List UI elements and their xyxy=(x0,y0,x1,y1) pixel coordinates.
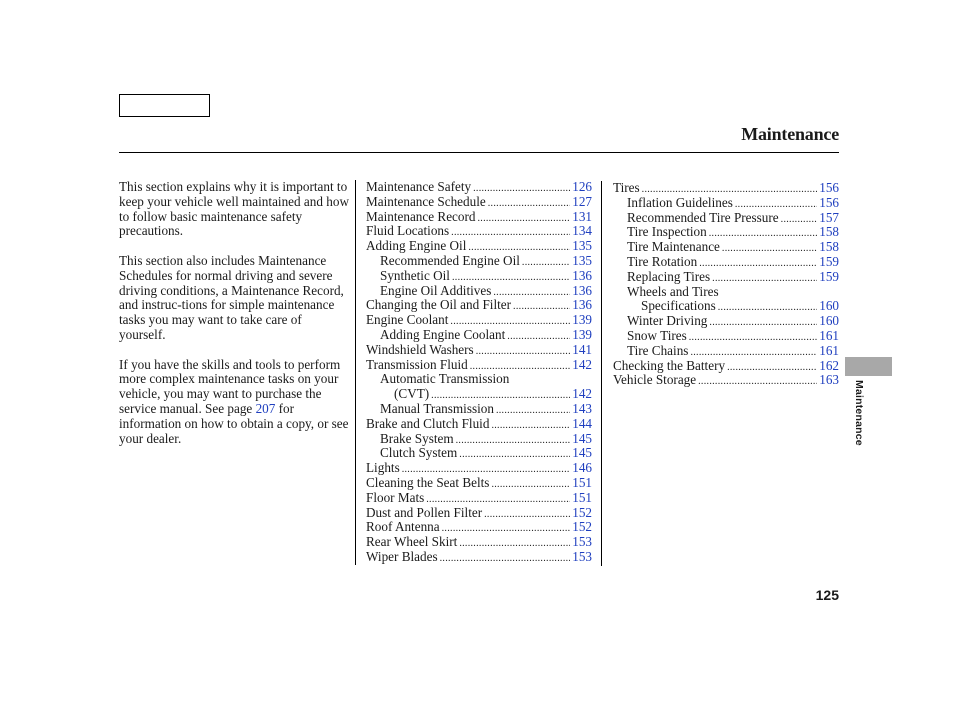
toc-entry[interactable] xyxy=(613,299,839,314)
toc-leader-dots xyxy=(491,419,570,434)
toc-entry-page[interactable]: 151 xyxy=(572,474,592,490)
toc-entry-label: Automatic Transmission xyxy=(380,371,510,387)
toc-entry-label: Brake and Clutch Fluid xyxy=(366,415,490,431)
toc-entry[interactable] xyxy=(366,343,592,358)
toc-entry-label: Tire Inspection xyxy=(627,224,707,240)
toc-entry-page[interactable]: 163 xyxy=(819,372,839,388)
toc-entry-page[interactable]: 159 xyxy=(819,253,839,269)
toc-entry-page[interactable]: 126 xyxy=(572,179,592,194)
toc-entry-label: Checking the Battery xyxy=(613,357,726,373)
toc-leader-dots xyxy=(727,361,817,376)
toc-entry-label: Adding Engine Coolant xyxy=(380,326,506,342)
toc-entry-label: Wheels and Tires xyxy=(627,283,719,299)
toc-entry-label: Clutch System xyxy=(380,445,458,461)
toc-entry[interactable] xyxy=(366,520,592,535)
intro-text xyxy=(119,180,351,461)
toc-entry-page[interactable]: 156 xyxy=(819,194,839,210)
toc-entry-label: Tire Rotation xyxy=(627,253,698,269)
intro-paragraph-3 xyxy=(119,358,351,447)
toc-entry[interactable] xyxy=(366,387,592,402)
toc-entry-page[interactable]: 142 xyxy=(572,356,592,372)
toc-leader-dots xyxy=(781,213,818,228)
intro-paragraph-2: This section also includes Maintenance Schedules for normal driving and severe driving conditions, a Maintenance Record, and instruc-tions for simple maintenance tasks you may want to take care of yourself. xyxy=(119,252,344,342)
toc-leader-dots xyxy=(491,478,570,493)
toc-entry[interactable] xyxy=(613,314,839,329)
intro-paragraph-1: This section explains why it is important to keep your vehicle well maintained and how to follow basic maintenance safety precautions. xyxy=(119,179,349,239)
toc-entry-page[interactable]: 144 xyxy=(572,415,592,431)
toc-entry[interactable] xyxy=(366,298,592,313)
toc-entry[interactable] xyxy=(613,344,839,359)
page-title: Maintenance xyxy=(741,124,839,144)
toc-entry[interactable] xyxy=(366,210,592,225)
page-number: 125 xyxy=(815,587,839,603)
toc-entry-page[interactable]: 156 xyxy=(819,180,839,195)
toc-entry[interactable] xyxy=(366,358,592,373)
title-rule xyxy=(119,152,839,153)
toc-entry-label: Adding Engine Oil xyxy=(366,238,467,254)
toc-leader-dots xyxy=(699,257,817,272)
toc-entry-page[interactable]: 145 xyxy=(572,430,592,446)
toc-entry[interactable] xyxy=(366,254,592,269)
toc-entry-page[interactable]: 141 xyxy=(572,341,592,357)
toc-entry-label: Wiper Blades xyxy=(366,548,438,564)
toc-entry-label: Windshield Washers xyxy=(366,341,474,357)
toc-entry-label: Tire Chains xyxy=(627,342,689,358)
toc-entry-label: Engine Oil Additives xyxy=(380,282,492,298)
toc-leader-dots xyxy=(496,404,570,419)
toc-leader-dots xyxy=(442,522,571,537)
toc-entry-page[interactable]: 136 xyxy=(572,267,592,283)
toc-entry-label: Maintenance Record xyxy=(366,208,476,224)
toc-entry-page[interactable]: 157 xyxy=(819,209,839,225)
toc-leader-dots xyxy=(722,242,817,257)
toc-entry-page[interactable]: 136 xyxy=(572,297,592,313)
toc-entry-page[interactable]: 142 xyxy=(572,386,592,402)
toc-entry-label: (CVT) xyxy=(394,386,430,402)
toc-entry[interactable] xyxy=(366,224,592,239)
toc-entry-page[interactable]: 139 xyxy=(572,312,592,328)
toc-entry[interactable] xyxy=(366,402,592,417)
toc-entry[interactable] xyxy=(613,196,839,211)
toc-entry-page[interactable]: 152 xyxy=(572,504,592,520)
toc-entry-label: Replacing Tires xyxy=(627,268,711,284)
toc-entry[interactable] xyxy=(366,239,592,254)
toc-entry-page[interactable]: 143 xyxy=(572,400,592,416)
toc-leader-dots xyxy=(476,345,571,360)
toc-entry-label: Brake System xyxy=(380,430,454,446)
toc-leader-dots xyxy=(456,434,571,449)
toc-leader-dots xyxy=(473,182,570,197)
toc-entry-page[interactable]: 145 xyxy=(572,445,592,461)
toc-entry[interactable] xyxy=(366,461,592,476)
toc-entry-label: Tires xyxy=(613,180,640,195)
intro-p3-text-end: for information on how to obtain a copy, or see your dealer. xyxy=(119,400,349,446)
toc-entry-page[interactable]: 158 xyxy=(819,239,839,255)
toc-entry[interactable] xyxy=(366,491,592,506)
toc-entry-label: Tire Maintenance xyxy=(627,239,720,255)
toc-leader-dots xyxy=(459,448,570,463)
toc-entry-label: Roof Antenna xyxy=(366,519,440,535)
toc-entry[interactable] xyxy=(366,417,592,432)
toc-entry-label: Maintenance Schedule xyxy=(366,193,486,209)
toc-entry-page[interactable]: 152 xyxy=(572,519,592,535)
toc-entry-page[interactable]: 134 xyxy=(572,223,592,239)
toc-entry-label: Floor Mats xyxy=(366,489,425,505)
toc-entry[interactable] xyxy=(613,181,839,196)
toc-entry-page[interactable]: 135 xyxy=(572,252,592,268)
toc-entry[interactable] xyxy=(613,270,839,285)
toc-entry-page[interactable]: 136 xyxy=(572,282,592,298)
toc-entry[interactable] xyxy=(366,284,592,299)
toc-entry-page[interactable]: 127 xyxy=(572,193,592,209)
toc-entry-page[interactable]: 139 xyxy=(572,326,592,342)
toc-entry-page[interactable]: 162 xyxy=(819,357,839,373)
toc-entry[interactable] xyxy=(613,255,839,270)
toc-leader-dots xyxy=(488,197,570,212)
toc-entry[interactable] xyxy=(366,195,592,210)
toc-entry[interactable] xyxy=(613,240,839,255)
toc-entry[interactable] xyxy=(613,211,839,226)
toc-leader-dots xyxy=(440,552,571,567)
toc-entry[interactable] xyxy=(613,285,839,300)
toc-entry-page[interactable]: 158 xyxy=(819,224,839,240)
toc-entry-label: Vehicle Storage xyxy=(613,372,697,388)
toc-leader-dots xyxy=(451,226,570,241)
toc-entry-label: Winter Driving xyxy=(627,313,708,329)
toc-entry-label: Fluid Locations xyxy=(366,223,450,239)
toc-entry[interactable] xyxy=(366,372,592,387)
toc-entry[interactable] xyxy=(366,535,592,550)
toc-entry-label: Transmission Fluid xyxy=(366,356,468,372)
toc-column-right xyxy=(601,181,839,566)
toc-entry-label: Synthetic Oil xyxy=(380,267,450,283)
toc-entry-label: Maintenance Safety xyxy=(366,179,472,194)
toc-leader-dots xyxy=(522,256,570,271)
toc-leader-dots xyxy=(709,316,817,331)
toc-entry[interactable] xyxy=(366,432,592,447)
toc-leader-dots xyxy=(459,537,570,552)
toc-leader-dots xyxy=(477,212,570,227)
toc-entry-label: Specifications xyxy=(641,298,716,314)
toc-entry[interactable] xyxy=(366,328,592,343)
toc-entry-page[interactable]: 161 xyxy=(819,342,839,358)
toc-entry[interactable] xyxy=(366,550,592,565)
toc-entry-page[interactable]: 135 xyxy=(572,238,592,254)
toc-entry[interactable] xyxy=(613,373,839,388)
toc-entry-page[interactable]: 153 xyxy=(572,534,592,550)
toc-entry[interactable] xyxy=(366,269,592,284)
toc-entry-label: Recommended Tire Pressure xyxy=(627,209,779,225)
toc-entry-page[interactable]: 159 xyxy=(819,268,839,284)
toc-entry[interactable] xyxy=(366,506,592,521)
toc-leader-dots xyxy=(698,375,817,390)
toc-entry[interactable] xyxy=(613,225,839,240)
toc-leader-dots xyxy=(484,508,570,523)
toc-entry-label: Cleaning the Seat Belts xyxy=(366,474,490,490)
toc-leader-dots xyxy=(507,330,570,345)
toc-entry-label: Inflation Guidelines xyxy=(627,194,733,210)
service-manual-page-link[interactable]: 207 xyxy=(255,400,276,416)
toc-entry-page[interactable]: 151 xyxy=(572,489,592,505)
toc-entry-page[interactable]: 153 xyxy=(572,548,592,564)
header-box xyxy=(119,94,210,117)
intro-p3-text: If you have the skills and tools to perform more complex maintenance tasks on your vehicle, you may want to purchase the service manual. See page xyxy=(119,356,341,416)
toc-entry-label: Lights xyxy=(366,460,400,476)
toc-entry-label: Rear Wheel Skirt xyxy=(366,534,458,550)
toc-entry-page[interactable]: 160 xyxy=(819,298,839,314)
toc-entry-label: Engine Coolant xyxy=(366,312,449,328)
toc-entry[interactable] xyxy=(366,180,592,195)
section-tab-label: Maintenance xyxy=(853,380,865,446)
toc-entry[interactable] xyxy=(613,329,839,344)
toc-entry-label: Manual Transmission xyxy=(380,400,494,416)
toc-column-left xyxy=(355,180,592,565)
toc-entry[interactable] xyxy=(366,476,592,491)
toc-leader-dots xyxy=(689,331,817,346)
toc-entry[interactable] xyxy=(613,359,839,374)
toc-leader-dots xyxy=(513,300,570,315)
toc-entry[interactable] xyxy=(366,313,592,328)
toc-entry-page[interactable]: 161 xyxy=(819,327,839,343)
toc-entry-page[interactable]: 146 xyxy=(572,460,592,476)
section-tab[interactable] xyxy=(845,357,892,376)
toc-entry-page[interactable]: 131 xyxy=(572,208,592,224)
toc-entry-label: Recommended Engine Oil xyxy=(380,252,520,268)
toc-leader-dots xyxy=(718,301,818,316)
toc-leader-dots xyxy=(712,272,817,287)
toc-entry-page[interactable]: 160 xyxy=(819,313,839,329)
toc-entry-label: Snow Tires xyxy=(627,327,687,343)
toc-entry-label: Dust and Pollen Filter xyxy=(366,504,483,520)
toc-entry[interactable] xyxy=(366,446,592,461)
toc-entry-label: Changing the Oil and Filter xyxy=(366,297,512,313)
toc-leader-dots xyxy=(709,227,817,242)
